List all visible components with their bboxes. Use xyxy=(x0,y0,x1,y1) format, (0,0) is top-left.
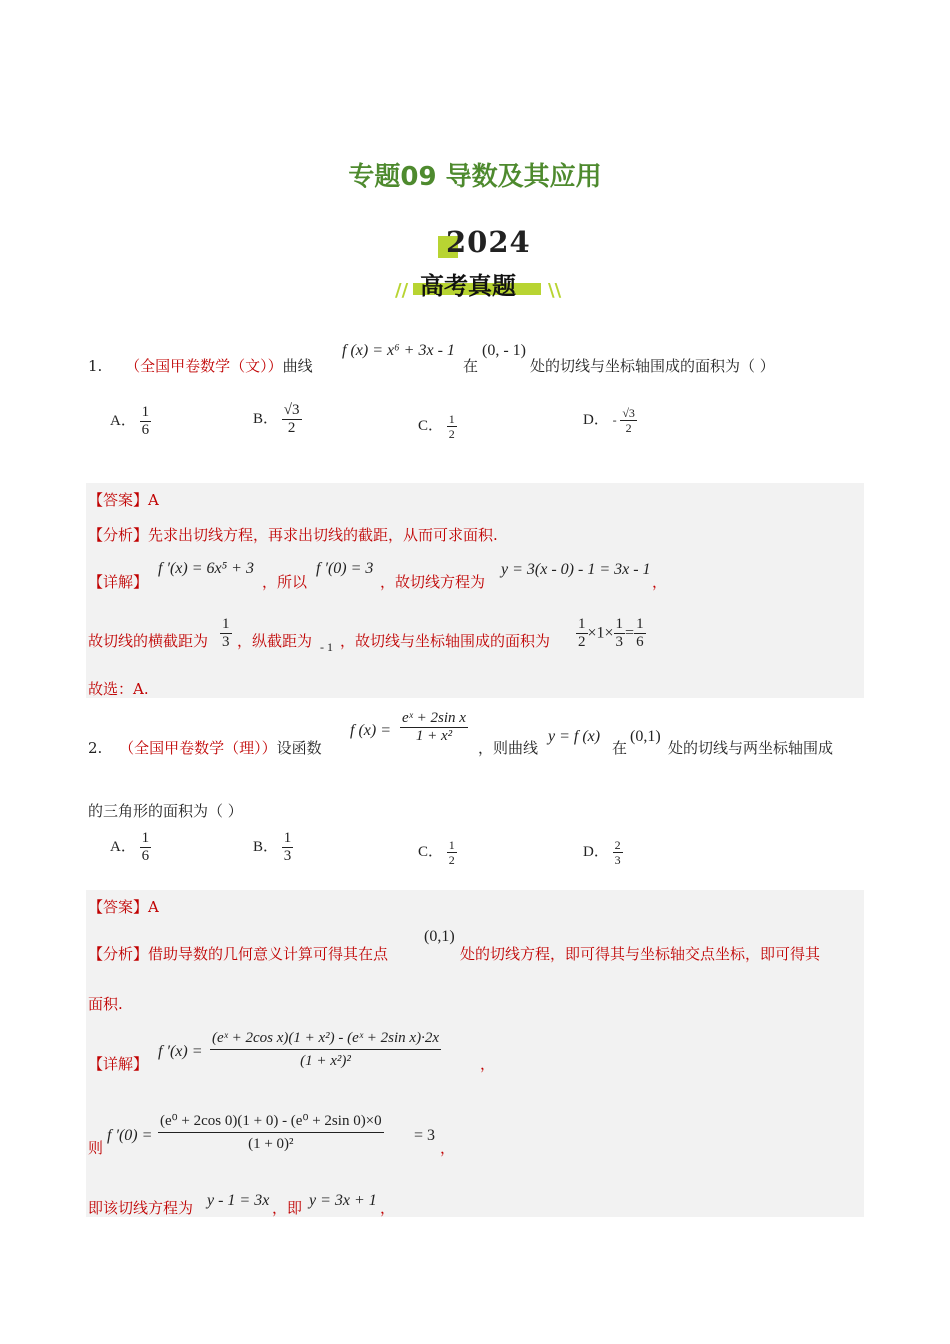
q1-point: (0, - 1) xyxy=(482,342,526,359)
q2-tangent-text: ，即 xyxy=(272,1199,303,1217)
banner-label: 高考真题 xyxy=(420,272,516,300)
stem-text: 处的切线与坐标轴围成的面积为（ ） xyxy=(530,357,775,375)
q2-curve: y = f (x) xyxy=(548,728,601,745)
page-title: 专题09 导数及其应用 xyxy=(348,162,602,192)
q2-analysis-text: 面积. xyxy=(88,995,123,1013)
option-c[interactable]: C． $\frac{1}{2}$ xyxy=(418,412,455,441)
q2-then: 则 xyxy=(88,1139,104,1157)
option-d[interactable]: D． - $\frac{√3}{2}$ xyxy=(583,406,635,435)
q2-tangent-eq2: y = 3x + 1 xyxy=(309,1192,377,1209)
q1-detail-text: ，故切线方程为 xyxy=(380,573,486,591)
q1-y-intercept: - 1 xyxy=(320,640,333,654)
question-source: （全国甲卷数学（文）） xyxy=(125,357,283,375)
banner-slash-right: \\ xyxy=(548,280,562,301)
q2-detail-text: ， xyxy=(480,1055,496,1073)
q2-eval-rhs: = 3 xyxy=(414,1127,436,1144)
q2-derivative-fraction: $\frac{\text{(eˣ + 2cos x)(1 + x²) - (eˣ + 2sin x)·2x}}{\text{(1 + x²)²}}$ xyxy=(210,1027,441,1072)
q1-derivative: f ′(x) = 6x⁵ + 3 xyxy=(158,560,254,577)
q2-detail-text: ， xyxy=(440,1139,456,1157)
q2-analysis-point: (0,1) xyxy=(424,928,455,945)
question-number: 2. xyxy=(88,739,103,757)
q1-answer: 【答案】A xyxy=(88,491,159,509)
question-source: （全国甲卷数学（理）） xyxy=(119,739,277,757)
q1-x-intercept: $\frac{1}{3}$ xyxy=(222,616,230,650)
question-1-stem xyxy=(88,355,313,376)
stem-text: 在 xyxy=(612,739,628,757)
stem-text: 的三角形的面积为（ ） xyxy=(88,802,243,820)
q1-detail-text: ，所以 xyxy=(262,573,308,591)
question-2-stem xyxy=(88,737,322,758)
q2-function-fraction: $\frac{\text{eˣ + 2sin x}}{\text{1 + x²}}$ xyxy=(402,710,466,744)
option-b[interactable]: B． $\frac{1}{3}$ xyxy=(253,830,292,864)
q1-conclusion: 故选：A. xyxy=(88,680,149,698)
q1-analysis: 【分析】先求出切线方程，再求出切线的截距，从而可求面积. xyxy=(88,526,498,544)
q2-tangent-eq1: y - 1 = 3x xyxy=(207,1192,270,1209)
q1-function: f (x) = x⁶ + 3x - 1 xyxy=(342,342,455,359)
stem-text: 设函数 xyxy=(276,739,322,757)
q2-answer: 【答案】A xyxy=(88,898,159,916)
banner-slash-left: // xyxy=(395,280,409,301)
year-label: 2024 xyxy=(446,225,531,259)
option-d[interactable]: D． $\frac{2}{3}$ xyxy=(583,838,621,867)
option-a[interactable]: A． $\frac{1}{6}$ xyxy=(110,404,150,438)
q2-analysis-text: 处的切线方程，即可得其与坐标轴交点坐标，即可得其 xyxy=(460,945,821,963)
q2-derivative-lhs: f ′(x) = xyxy=(158,1043,203,1060)
question-number: 1. xyxy=(88,357,103,375)
stem-text: ，则曲线 xyxy=(478,739,539,757)
q2-solution-box xyxy=(86,890,864,1217)
option-a[interactable]: A． $\frac{1}{6}$ xyxy=(110,830,150,864)
stem-text: 曲线 xyxy=(282,357,313,375)
q1-intercept-text: ，纵截距为 xyxy=(237,632,313,650)
q2-tangent-text: 即该切线方程为 xyxy=(88,1199,194,1217)
stem-text: 处的切线与两坐标轴围成 xyxy=(668,739,834,757)
stem-text: 在 xyxy=(463,357,479,375)
q1-detail-text: ， xyxy=(652,573,668,591)
q1-slope: f ′(0) = 3 xyxy=(316,560,374,577)
q2-analysis: 【分析】借助导数的几何意义计算可得其在点 xyxy=(88,945,389,963)
option-b[interactable]: B． $\frac{√3}{2}$ xyxy=(253,402,300,436)
q2-tangent-text: ， xyxy=(380,1199,396,1217)
q1-detail-tag: 【详解】 xyxy=(88,573,149,591)
q1-tangent: y = 3(x - 0) - 1 = 3x - 1 xyxy=(501,561,651,578)
q2-eval-fraction: $\frac{\text{(e⁰ + 2cos 0)(1 + 0) - (e⁰ + 2sin 0)×0}}{\text{(1 + 0)²}}$ xyxy=(158,1110,384,1155)
q2-eval-lhs: f ′(0) = xyxy=(107,1127,153,1144)
option-c[interactable]: C． $\frac{1}{2}$ xyxy=(418,838,455,867)
q2-detail-tag: 【详解】 xyxy=(88,1055,149,1073)
q2-function-lhs: f (x) = xyxy=(350,722,391,739)
q1-area-expression: $\frac{1}{2}$ ×1× $\frac{1}{3}$ = $\frac{1}{6}$ xyxy=(578,616,644,650)
q1-intercept-text: 故切线的横截距为 xyxy=(88,632,209,650)
q2-point: (0,1) xyxy=(630,728,661,745)
q1-intercept-text: ，故切线与坐标轴围成的面积为 xyxy=(340,632,551,650)
